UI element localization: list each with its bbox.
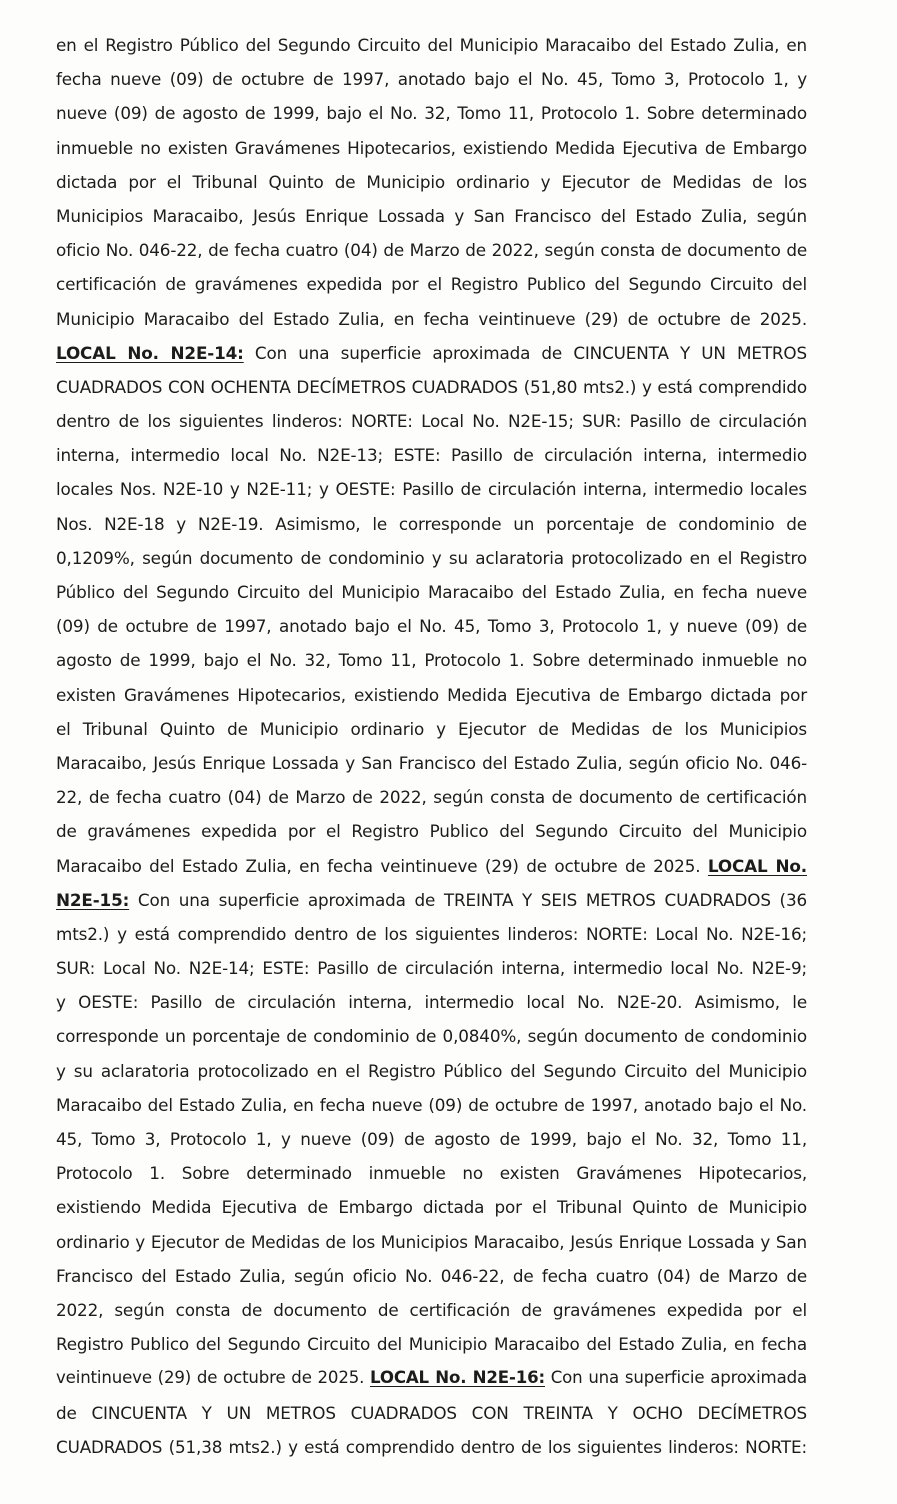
text-run: en el Registro Público del Segundo Circuito del Municipio Maracaibo del Estado Zulia, en [56, 35, 807, 55]
text-line [56, 985, 807, 1019]
text-run: CUADRADOS CON OCHENTA DECÍMETROS CUADRADOS (51,80 mts2.) y está comprendido [56, 376, 807, 397]
text-run: oficio No. 046-22, de fecha cuatro (04) de Marzo de 2022, según consta de documento de [56, 240, 807, 261]
text-run: Público del Segundo Circuito del Municipio Maracaibo del Estado Zulia, en fecha nueve [56, 582, 807, 602]
text-run: nueve (09) de agosto de 1999, bajo el No. 32, Tomo 11, Protocolo 1. Sobre determinado [56, 103, 807, 124]
text-line [56, 1259, 807, 1293]
text-line [56, 370, 807, 404]
text-line [56, 917, 807, 951]
text-run: el Tribunal Quinto de Municipio ordinario y Ejecutor de Medidas de los Municipios [56, 718, 807, 739]
text-line [56, 302, 807, 336]
text-run: inmueble no existen Gravámenes Hipotecarios, existiendo Medida Ejecutiva de Embargo [56, 137, 807, 158]
text-line [56, 62, 807, 96]
text-line [56, 28, 807, 62]
text-line [56, 883, 807, 917]
local-heading-n2e-15-part2: N2E-15: [56, 889, 130, 910]
text-run: Con una superficie aproximada [544, 1368, 807, 1388]
text-line [56, 404, 807, 438]
text-line [56, 507, 807, 541]
text-line [56, 1327, 807, 1361]
text-line [56, 541, 807, 575]
text-line [56, 780, 807, 814]
text-run: CUADRADOS (51,38 mts2.) y está comprendido dentro de los siguientes linderos: NORTE: [56, 1436, 807, 1457]
text-run: certificación de gravámenes expedida por el Registro Publico del Segundo Circuito del [56, 274, 807, 295]
text-run: agosto de 1999, bajo el No. 32, Tomo 11, Protocolo 1. Sobre determinado inmueble no [56, 650, 807, 671]
text-line [56, 1019, 807, 1053]
text-run: ordinario y Ejecutor de Medidas de los Municipios Maracaibo, Jesús Enrique Lossada y San [56, 1231, 807, 1252]
text-run: y su aclaratoria protocolizado en el Registro Público del Segundo Circuito del Municipio [56, 1060, 807, 1081]
text-run: Con una superficie aproximada de TREINTA Y SEIS METROS CUADRADOS (36 [129, 889, 807, 910]
text-run: Francisco del Estado Zulia, según oficio No. 046-22, de fecha cuatro (04) de Marzo de [56, 1265, 807, 1286]
text-line [56, 1361, 807, 1395]
text-line [56, 1122, 807, 1156]
text-run: Municipio Maracaibo del Estado Zulia, en fecha veintinueve (29) de octubre de 2025. [56, 308, 807, 329]
text-run: 2022, según consta de documento de certificación de gravámenes expedida por el [56, 1299, 807, 1320]
text-run: fecha nueve (09) de octubre de 1997, anotado bajo el No. 45, Tomo 3, Protocolo 1, y [56, 69, 807, 90]
text-line [56, 951, 807, 985]
text-line [56, 1054, 807, 1088]
local-heading-n2e-16: LOCAL No. N2E-16: [370, 1368, 545, 1388]
text-line [56, 267, 807, 301]
text-line [56, 643, 807, 677]
text-run: Protocolo 1. Sobre determinado inmueble no existen Gravámenes Hipotecarios, [56, 1163, 807, 1184]
text-line [56, 199, 807, 233]
text-run: dictada por el Tribunal Quinto de Municipio ordinario y Ejecutor de Medidas de los [56, 171, 807, 192]
text-line [56, 814, 807, 848]
text-run: Municipios Maracaibo, Jesús Enrique Lossada y San Francisco del Estado Zulia, según [56, 205, 807, 226]
text-run: de CINCUENTA Y UN METROS CUADRADOS CON TREINTA Y OCHO DECÍMETROS [56, 1402, 807, 1423]
text-line [56, 1396, 807, 1430]
text-run: locales Nos. N2E-10 y N2E-11; y OESTE: Pasillo de circulación interna, intermedio locales [56, 479, 807, 500]
text-line [56, 1293, 807, 1327]
text-run: y OESTE: Pasillo de circulación interna, intermedio local No. N2E-20. Asimismo, le [56, 992, 807, 1013]
text-run: SUR: Local No. N2E-14; ESTE: Pasillo de circulación interna, intermedio local No. N2E-9; [56, 958, 807, 979]
text-line [56, 472, 807, 506]
text-line [56, 609, 807, 643]
text-line [56, 1088, 807, 1122]
text-line [56, 96, 807, 130]
text-run: corresponde un porcentaje de condominio de 0,0840%, según documento de condominio [56, 1026, 807, 1047]
text-line [56, 131, 807, 165]
text-run: 0,1209%, según documento de condominio y su aclaratoria protocolizado en el Registro [56, 547, 807, 568]
text-run: dentro de los siguientes linderos: NORTE: Local No. N2E-15; SUR: Pasillo de circulación [56, 411, 807, 432]
text-run: mts2.) y está comprendido dentro de los siguientes linderos: NORTE: Local No. N2E-16; [56, 923, 807, 944]
text-run: (09) de octubre de 1997, anotado bajo el No. 45, Tomo 3, Protocolo 1, y nueve (09) de [56, 616, 807, 637]
text-line [56, 165, 807, 199]
text-line [56, 1190, 807, 1224]
text-line [56, 575, 807, 609]
text-run: Con una superficie aproximada de CINCUENTA Y UN METROS [243, 342, 807, 363]
text-line [56, 1430, 807, 1464]
local-heading-n2e-14: LOCAL No. N2E-14: [56, 342, 244, 363]
text-line [56, 712, 807, 746]
text-run: Maracaibo del Estado Zulia, en fecha nueve (09) de octubre de 1997, anotado bajo el No. [56, 1094, 807, 1115]
text-run: existiendo Medida Ejecutiva de Embargo dictada por el Tribunal Quinto de Municipio [56, 1197, 807, 1218]
text-run: existen Gravámenes Hipotecarios, existiendo Medida Ejecutiva de Embargo dictada por [56, 684, 807, 705]
text-run: 45, Tomo 3, Protocolo 1, y nueve (09) de agosto de 1999, bajo el No. 32, Tomo 11, [56, 1129, 807, 1149]
text-line [56, 849, 807, 883]
text-run: interna, intermedio local No. N2E-13; ESTE: Pasillo de circulación interna, intermedio [56, 445, 807, 466]
text-line [56, 233, 807, 267]
text-line [56, 1156, 807, 1190]
text-run: de gravámenes expedida por el Registro Publico del Segundo Circuito del Municipio [56, 821, 807, 842]
text-run: veintinueve (29) de octubre de 2025. [56, 1368, 371, 1388]
text-run: Nos. N2E-18 y N2E-19. Asimismo, le corresponde un porcentaje de condominio de [56, 513, 807, 534]
text-line [56, 678, 807, 712]
document-body [56, 28, 807, 1464]
text-line [56, 438, 807, 472]
local-heading-n2e-15-part1: LOCAL No. [707, 855, 807, 876]
text-line [56, 336, 807, 370]
text-run: Registro Publico del Segundo Circuito del Municipio Maracaibo del Estado Zulia, en fecha [56, 1334, 807, 1355]
text-run: Maracaibo, Jesús Enrique Lossada y San Francisco del Estado Zulia, según oficio No. 046- [56, 752, 807, 773]
text-run: 22, de fecha cuatro (04) de Marzo de 2022, según consta de documento de certificación [56, 787, 807, 808]
text-run: Maracaibo del Estado Zulia, en fecha veintinueve (29) de octubre de 2025. [56, 855, 708, 876]
text-line [56, 746, 807, 780]
text-line [56, 1225, 807, 1259]
